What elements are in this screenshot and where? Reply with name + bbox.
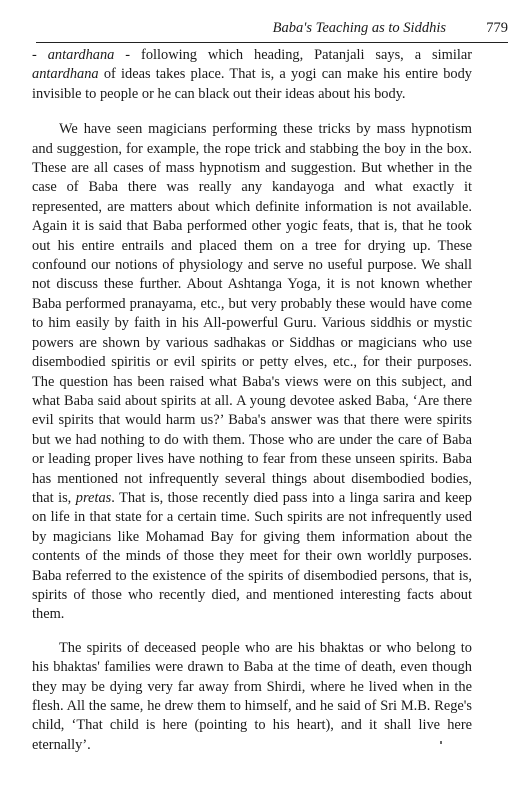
body-text [32,46,472,755]
page-number: 779 [486,20,508,36]
text-run: . That is, those recently died pass into a linga sarira and keep on life in that state for a certain time. Such spirits are not infrequently used by magicians like Mohamad Bay for giving them information about the contents of the minds of those they meet for their own worldly purposes. Baba referred to the existence of the spirits of disembodied persons, that is, spirits of those who recently died, and mentioned interesting facts about them. [32,489,472,623]
italic-term: antardhana [32,66,99,83]
text-run: - [32,47,48,63]
text-run: The spirits of deceased people who are his bhaktas or who belong to his bhaktas' families were drawn to Baba at the time of death, even though they may be dying very far away from Shirdi, where he lived when in the flesh. All the same, he drew them to himself, and he said of Sri M.B. Rege's child, ‘That child is here (pointing to his heart), and it shall live here eternally’. [32,639,472,753]
text-run: - following which heading, Patanjali says, a similar [114,47,472,63]
running-head [36,20,508,43]
paragraph-1 [32,46,472,104]
chapter-title: Baba's Teaching as to Siddhis [272,20,446,36]
paragraph-3 [32,639,472,755]
italic-term: antardhana [47,47,115,63]
italic-term: pretas [75,489,112,506]
text-run: We have seen magicians performing these tricks by mass hypnotism and suggestion, for example, the rope trick and stabbing the boy in the box. These are all cases of mass hypnotism and suggestion. But whether in the case of Baba there was really any kandayoga and what exactly it represented, are matters about which definite information is not available. Again it is said that Baba performed other yogic feats, that is, that he took out his entire entrails and placed them on a tree for drying up. These confound our notions of physiology and serve no useful purpose. We shall not discuss these further. About Ashtanga Yoga, it is not known whether Baba performed pranayama, etc., but very probably these would have come to him easily by faith in his All-powerful Guru. Various siddhis or mystic powers are shown by various sadhakas or Siddhas or magicians who use disembodied spiritis or evil spirits or petty elves, etc., for their purposes. The question has been raised what Baba's views were on this subject, and what Baba said about spirits at all. A young devotee asked Baba, ‘Are there evil spirits that would harm us?’ Baba's answer was that there were spirits but we had nothing to do with them. Those who are under the care of Baba or leading proper lives have nothing to fear from these unseen spirits. Baba has mentioned not infrequently several things about disembodied bodies, that is, [32,121,472,506]
paragraph-2 [32,120,472,625]
text-run: of ideas takes place. That is, a yogi can make his entire body invisible to people or he can black out their ideas about his body. [32,66,472,102]
print-speck [440,741,442,744]
